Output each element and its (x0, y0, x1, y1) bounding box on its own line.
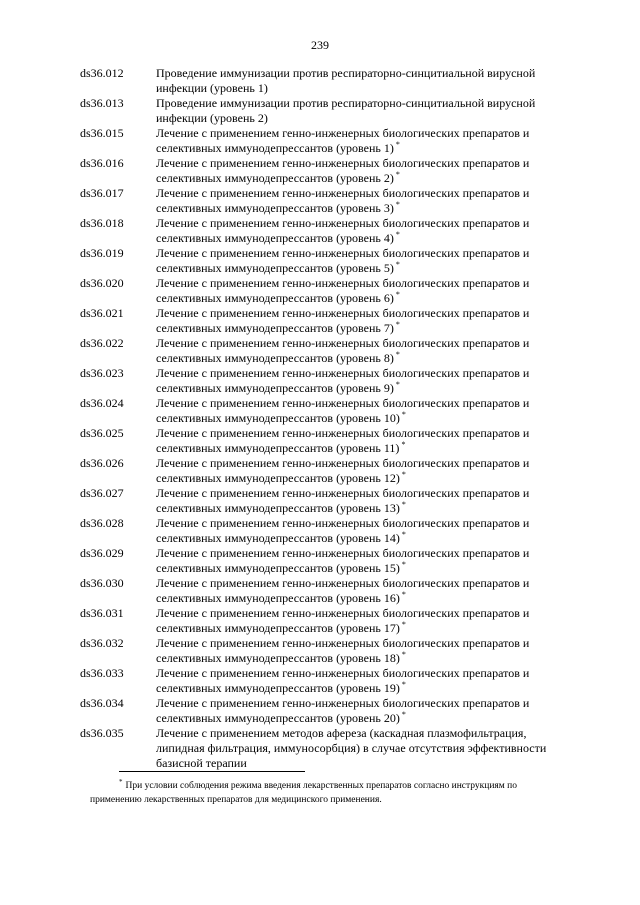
entry-text-line (156, 201, 580, 216)
entry-description (156, 456, 580, 486)
entry-text-line (156, 561, 580, 576)
footnote-reference-mark: * (401, 440, 406, 449)
entry-code: ds36.030 (80, 576, 124, 590)
entry-code: ds36.025 (80, 426, 124, 440)
entry-description (156, 246, 580, 276)
footnote-reference-mark: * (395, 200, 400, 209)
footnote-reference-mark: * (401, 470, 406, 479)
list-item (80, 546, 580, 576)
entry-text-line (156, 81, 580, 96)
list-item (80, 156, 580, 186)
entry-text-line: Лечение с применением генно-инженерных биологических препаратов и (156, 666, 530, 680)
list-item (80, 126, 580, 156)
entry-text: селективных иммунодепрессантов (уровень 20) (156, 711, 400, 725)
entry-text-line: липидная фильтрация, иммуносорбция) в случае отсутствия эффективности (156, 741, 547, 755)
entry-text-line: Лечение с применением генно-инженерных биологических препаратов и (156, 546, 530, 560)
entry-code: ds36.019 (80, 246, 124, 260)
list-item (80, 606, 580, 636)
entry-code: ds36.016 (80, 156, 124, 170)
entry-description (156, 726, 580, 771)
entry-description (156, 636, 580, 666)
entry-text-line: Лечение с применением генно-инженерных биологических препаратов и (156, 186, 530, 200)
list-item (80, 186, 580, 216)
entry-text-line: Лечение с применением генно-инженерных биологических препаратов и (156, 216, 530, 230)
entry-description (156, 156, 580, 186)
entry-text: селективных иммунодепрессантов (уровень 10) (156, 411, 400, 425)
footnote-reference-mark: * (401, 620, 406, 629)
entry-description (156, 216, 580, 246)
entry-description (156, 186, 580, 216)
footnote-reference-mark: * (395, 230, 400, 239)
footnote-reference-mark: * (401, 680, 406, 689)
entry-text-line: Лечение с применением генно-инженерных биологических препаратов и (156, 516, 530, 530)
entry-text-line: Лечение с применением генно-инженерных биологических препаратов и (156, 366, 530, 380)
entry-description (156, 546, 580, 576)
entry-text-line: Лечение с применением генно-инженерных биологических препаратов и (156, 396, 530, 410)
entry-text: селективных иммунодепрессантов (уровень 7) (156, 321, 394, 335)
footnote-reference-mark: * (401, 710, 406, 719)
footnote-reference-mark: * (401, 530, 406, 539)
list-item (80, 666, 580, 696)
entry-text-line (156, 681, 580, 696)
entry-text: селективных иммунодепрессантов (уровень 15) (156, 561, 400, 575)
entry-text-line: Лечение с применением генно-инженерных биологических препаратов и (156, 336, 530, 350)
entry-text: селективных иммунодепрессантов (уровень 5) (156, 261, 394, 275)
entry-text-line (156, 231, 580, 246)
list-item (80, 66, 580, 96)
footnote-reference-mark: * (401, 410, 406, 419)
entry-text-line: Проведение иммунизации против респираторно-синцитиальной вирусной (156, 66, 536, 80)
entry-description (156, 276, 580, 306)
entry-text-line (156, 321, 580, 336)
list-item (80, 216, 580, 246)
entry-code: ds36.031 (80, 606, 124, 620)
footnote-divider (119, 771, 305, 772)
entry-text-line: Лечение с применением генно-инженерных биологических препаратов и (156, 426, 530, 440)
entry-description (156, 516, 580, 546)
entry-text-line: Проведение иммунизации против респираторно-синцитиальной вирусной (156, 96, 536, 110)
list-item (80, 336, 580, 366)
entry-text-line (156, 441, 580, 456)
entry-code: ds36.021 (80, 306, 124, 320)
list-item (80, 306, 580, 336)
entry-description (156, 396, 580, 426)
page-number: 239 (311, 38, 329, 52)
entry-text: селективных иммунодепрессантов (уровень 11) (156, 441, 400, 455)
entry-text-line: Лечение с применением генно-инженерных биологических препаратов и (156, 486, 530, 500)
entry-text-line (156, 711, 580, 726)
entry-code: ds36.026 (80, 456, 124, 470)
entry-text-line: Лечение с применением генно-инженерных биологических препаратов и (156, 636, 530, 650)
entry-description (156, 336, 580, 366)
entry-text-line: Лечение с применением генно-инженерных биологических препаратов и (156, 456, 530, 470)
entry-code: ds36.033 (80, 666, 124, 680)
entry-text-line: базисной терапии (156, 756, 247, 770)
list-item (80, 486, 580, 516)
footnote-reference-mark: * (401, 590, 406, 599)
entry-text: селективных иммунодепрессантов (уровень 12) (156, 471, 400, 485)
footnote-line-1 (90, 779, 596, 793)
entry-code: ds36.017 (80, 186, 124, 200)
entry-code: ds36.020 (80, 276, 124, 290)
entry-text: селективных иммунодепрессантов (уровень 17) (156, 621, 400, 635)
entry-text-line: Лечение с применением генно-инженерных биологических препаратов и (156, 696, 530, 710)
list-item (80, 246, 580, 276)
entry-text: селективных иммунодепрессантов (уровень 9) (156, 381, 394, 395)
entry-text-line: Лечение с применением генно-инженерных биологических препаратов и (156, 606, 530, 620)
footnote-line-2: применению лекарственных препаратов для медицинского применения. (90, 795, 382, 805)
entry-description (156, 606, 580, 636)
list-item (80, 576, 580, 606)
footnote-reference-mark: * (395, 260, 400, 269)
entry-description (156, 306, 580, 336)
list-item (80, 456, 580, 486)
entry-text-line: Лечение с применением генно-инженерных биологических препаратов и (156, 576, 530, 590)
entry-code: ds36.028 (80, 516, 124, 530)
entry-text-line (156, 381, 580, 396)
list-item (80, 636, 580, 666)
entry-code: ds36.018 (80, 216, 124, 230)
entry-code: ds36.015 (80, 126, 124, 140)
entry-code: ds36.032 (80, 636, 124, 650)
footnote-mark: * (119, 777, 123, 786)
entry-text-line: Лечение с применением методов афереза (каскадная плазмофильтрация, (156, 726, 527, 740)
entry-text-line (156, 591, 580, 606)
entry-text: селективных иммунодепрессантов (уровень 16) (156, 591, 400, 605)
entry-description (156, 366, 580, 396)
entry-text-line (156, 471, 580, 486)
entry-text: селективных иммунодепрессантов (уровень 14) (156, 531, 400, 545)
entry-text-line (156, 651, 580, 666)
footnote (90, 779, 596, 807)
entry-description (156, 96, 580, 126)
entry-text: селективных иммунодепрессантов (уровень 1) (156, 141, 394, 155)
list-item (80, 516, 580, 546)
entry-text: селективных иммунодепрессантов (уровень 18) (156, 651, 400, 665)
entry-text: селективных иммунодепрессантов (уровень 13) (156, 501, 400, 515)
entry-description (156, 126, 580, 156)
entry-description (156, 426, 580, 456)
entry-text-line (156, 351, 580, 366)
list-item (80, 726, 580, 771)
entry-text-line: Лечение с применением генно-инженерных биологических препаратов и (156, 126, 530, 140)
entry-text-line (156, 531, 580, 546)
entry-text: селективных иммунодепрессантов (уровень 6) (156, 291, 394, 305)
entry-text-line: Лечение с применением генно-инженерных биологических препаратов и (156, 306, 530, 320)
entry-text: инфекции (уровень 2) (156, 111, 268, 125)
footnote-text-1: При условии соблюдения режима введения лекарственных препаратов согласно инструкциям по (125, 781, 518, 791)
entry-text-line (156, 501, 580, 516)
entry-code: ds36.024 (80, 396, 124, 410)
entry-text-line (156, 141, 580, 156)
entry-code: ds36.012 (80, 66, 124, 80)
entry-code: ds36.027 (80, 486, 124, 500)
footnote-reference-mark: * (401, 560, 406, 569)
footnote-reference-mark: * (395, 350, 400, 359)
entry-text-line (156, 291, 580, 306)
entry-text-line (156, 621, 580, 636)
entry-code: ds36.023 (80, 366, 124, 380)
footnote-reference-mark: * (395, 290, 400, 299)
entry-description (156, 66, 580, 96)
entry-text: селективных иммунодепрессантов (уровень 19) (156, 681, 400, 695)
entry-text: селективных иммунодепрессантов (уровень 3) (156, 201, 394, 215)
footnote-reference-mark: * (401, 500, 406, 509)
entry-text: инфекции (уровень 1) (156, 81, 268, 95)
entry-text: селективных иммунодепрессантов (уровень 8) (156, 351, 394, 365)
entry-description (156, 486, 580, 516)
entry-code: ds36.034 (80, 696, 124, 710)
entry-text-line: Лечение с применением генно-инженерных биологических препаратов и (156, 246, 530, 260)
footnote-reference-mark: * (395, 320, 400, 329)
entry-text-line (156, 411, 580, 426)
entry-description (156, 666, 580, 696)
list-item (80, 696, 580, 726)
entry-code: ds36.035 (80, 726, 124, 740)
list-item (80, 396, 580, 426)
entries-list (80, 66, 580, 771)
entry-text-line: Лечение с применением генно-инженерных биологических препаратов и (156, 276, 530, 290)
entry-code: ds36.013 (80, 96, 124, 110)
entry-text: селективных иммунодепрессантов (уровень 2) (156, 171, 394, 185)
entry-text: селективных иммунодепрессантов (уровень 4) (156, 231, 394, 245)
footnote-reference-mark: * (401, 650, 406, 659)
footnote-reference-mark: * (395, 140, 400, 149)
entry-description (156, 696, 580, 726)
list-item (80, 426, 580, 456)
entry-text-line (156, 261, 580, 276)
footnote-reference-mark: * (395, 380, 400, 389)
entry-text-line: Лечение с применением генно-инженерных биологических препаратов и (156, 156, 530, 170)
entry-code: ds36.029 (80, 546, 124, 560)
entry-text-line (156, 111, 580, 126)
entry-code: ds36.022 (80, 336, 124, 350)
entry-description (156, 576, 580, 606)
footnote-reference-mark: * (395, 170, 400, 179)
list-item (80, 276, 580, 306)
entry-text-line (156, 171, 580, 186)
list-item (80, 96, 580, 126)
list-item (80, 366, 580, 396)
